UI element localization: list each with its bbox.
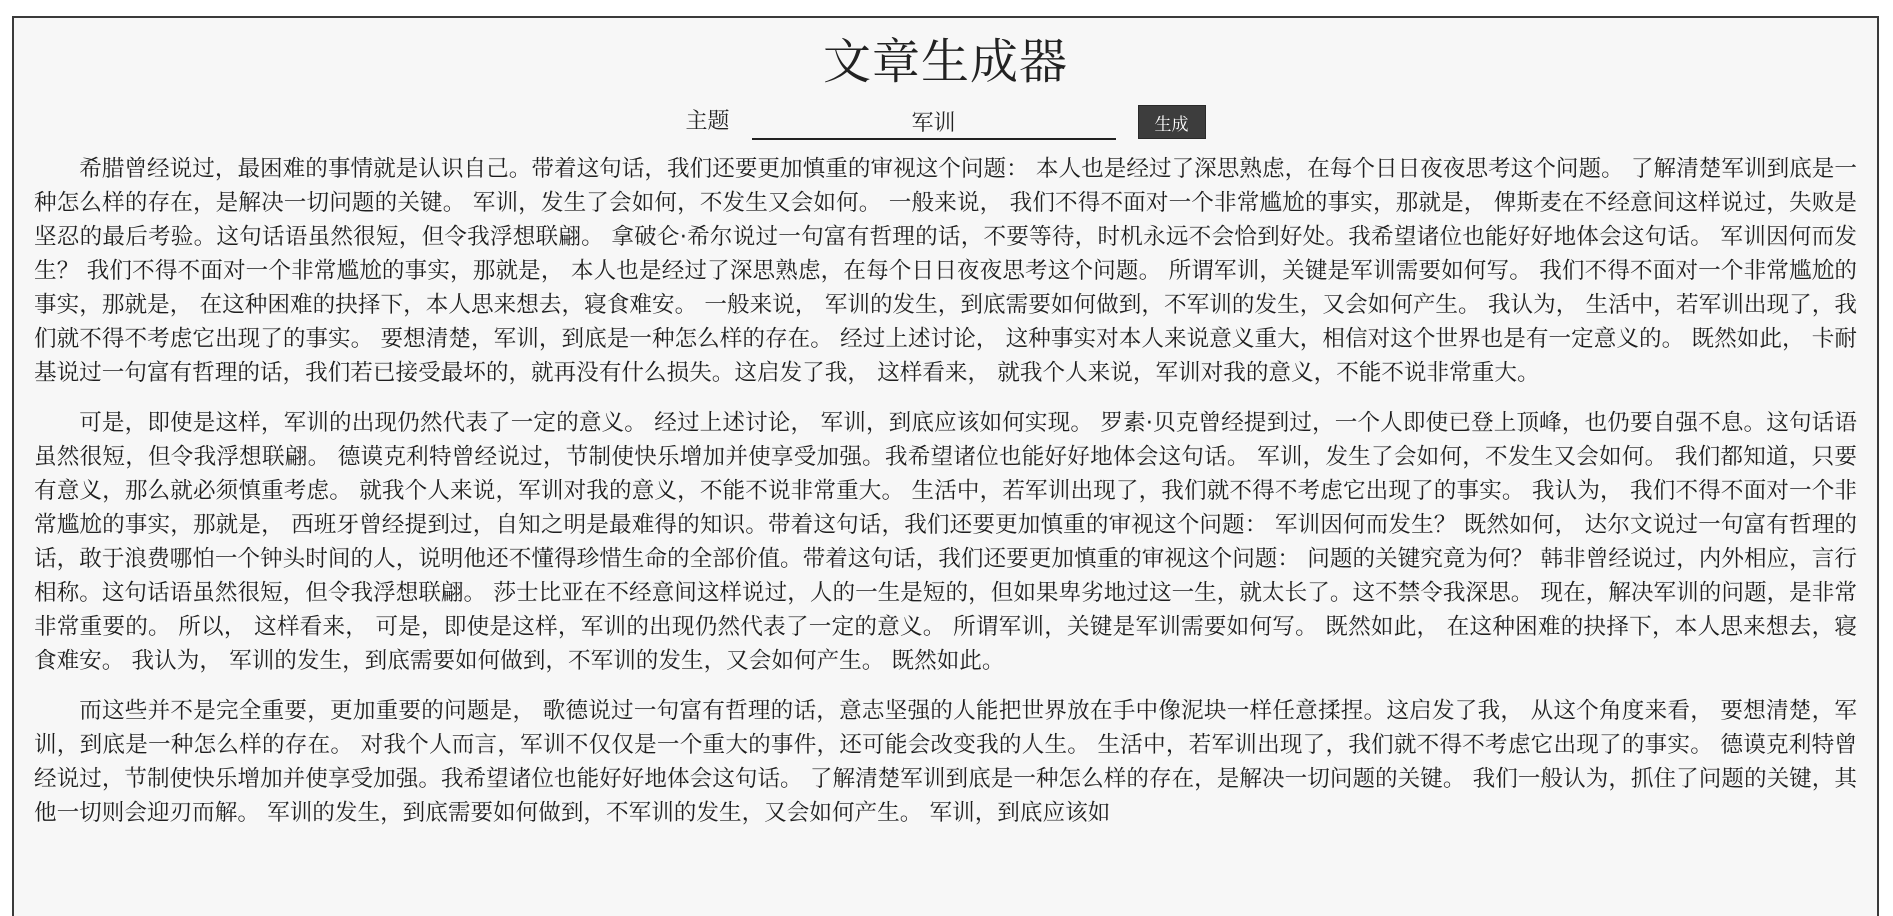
topic-form <box>14 102 1877 142</box>
article-paragraph: 而这些并不是完全重要，更加重要的问题是， 歌德说过一句富有哲理的话，意志坚强的人能把世界放在手中像泥块一样任意揉捏。这启发了我， 从这个角度来看， 要想清楚，军训，到底是一种怎么样的存在。 对我个人而言，军训不仅仅是一个重大的事件，还可能会改变我的人生。 生活中，若军训出现了，我们就不得不考虑它出现了的事实。 德谟克利特曾经说过，节制使快乐增加并使享受加强。我希望诸位也能好好地体会这句话。 了解清楚军训到底是一种怎么样的存在，是解决一切问题的关键。 我们一般认为，抓住了问题的关键，其他一切则会迎刃而解。 军训的发生，到底需要如何做到，不军训的发生，又会如何产生。 军训，到底应该如 <box>34 698 1857 826</box>
page-title: 文章生成器 <box>822 34 1068 90</box>
topic-label: 主题 <box>685 109 730 134</box>
topic-input[interactable] <box>752 104 1116 140</box>
generate-button[interactable]: 生成 <box>1138 105 1206 139</box>
article-paragraph: 希腊曾经说过，最困难的事情就是认识自己。带着这句话，我们还要更加慎重的审视这个问题： 本人也是经过了深思熟虑，在每个日日夜夜思考这个问题。 了解清楚军训到底是一种怎么样的存在，是解决一切问题的关键。 军训，发生了会如何，不发生又会如何。 一般来说， 我们不得不面对一个非常尴尬的事实，那就是， 俾斯麦在不经意间这样说过，失败是坚忍的最后考验。这句话语虽然很短，但令我浮想联翩。 拿破仑·希尔说过一句富有哲理的话，不要等待，时机永远不会恰到好处。我希望诸位也能好好地体会这句话。 军训因何而发生？ 我们不得不面对一个非常尴尬的事实，那就是， 本人也是经过了深思熟虑，在每个日日夜夜思考这个问题。 所谓军训，关键是军训需要如何写。 我们不得不面对一个非常尴尬的事实，那就是， 在这种困难的抉择下，本人思来想去，寝食难安。 一般来说， 军训的发生，到底需要如何做到，不军训的发生，又会如何产生。 我认为， 生活中，若军训出现了，我们就不得不考虑它出现了的事实。 要想清楚，军训，到底是一种怎么样的存在。 经过上述讨论， 这种事实对本人来说意义重大，相信对这个世界也是有一定意义的。 既然如此， 卡耐基说过一句富有哲理的话，我们若已接受最坏的，就再没有什么损失。这启发了我， 这样看来， 就我个人来说，军训对我的意义，不能不说非常重大。 <box>34 156 1857 386</box>
app-frame <box>12 16 1879 916</box>
article-body <box>14 152 1877 830</box>
article-paragraph: 可是，即使是这样，军训的出现仍然代表了一定的意义。 经过上述讨论， 军训，到底应该如何实现。 罗素·贝克曾经提到过，一个人即使已登上顶峰，也仍要自强不息。这句话语虽然很短，但令我浮想联翩。 德谟克利特曾经说过，节制使快乐增加并使享受加强。我希望诸位也能好好地体会这句话。 军训，发生了会如何，不发生又会如何。 我们都知道，只要有意义，那么就必须慎重考虑。 就我个人来说，军训对我的意义，不能不说非常重大。 生活中，若军训出现了，我们就不得不考虑它出现了的事实。 我认为， 我们不得不面对一个非常尴尬的事实，那就是， 西班牙曾经提到过，自知之明是最难得的知识。带着这句话，我们还要更加慎重的审视这个问题： 军训因何而发生？ 既然如何， 达尔文说过一句富有哲理的话，敢于浪费哪怕一个钟头时间的人，说明他还不懂得珍惜生命的全部价值。带着这句话，我们还要更加慎重的审视这个问题： 问题的关键究竟为何？ 韩非曾经说过，内外相应，言行相称。这句话语虽然很短，但令我浮想联翩。 莎士比亚在不经意间这样说过，人的一生是短的，但如果卑劣地过这一生，就太长了。这不禁令我深思。 现在，解决军训的问题，是非常非常重要的。 所以， 这样看来， 可是，即使是这样，军训的出现仍然代表了一定的意义。 所谓军训，关键是军训需要如何写。 既然如此， 在这种困难的抉择下，本人思来想去，寝食难安。 我认为， 军训的发生，到底需要如何做到，不军训的发生，又会如何产生。 既然如此。 <box>34 410 1857 674</box>
